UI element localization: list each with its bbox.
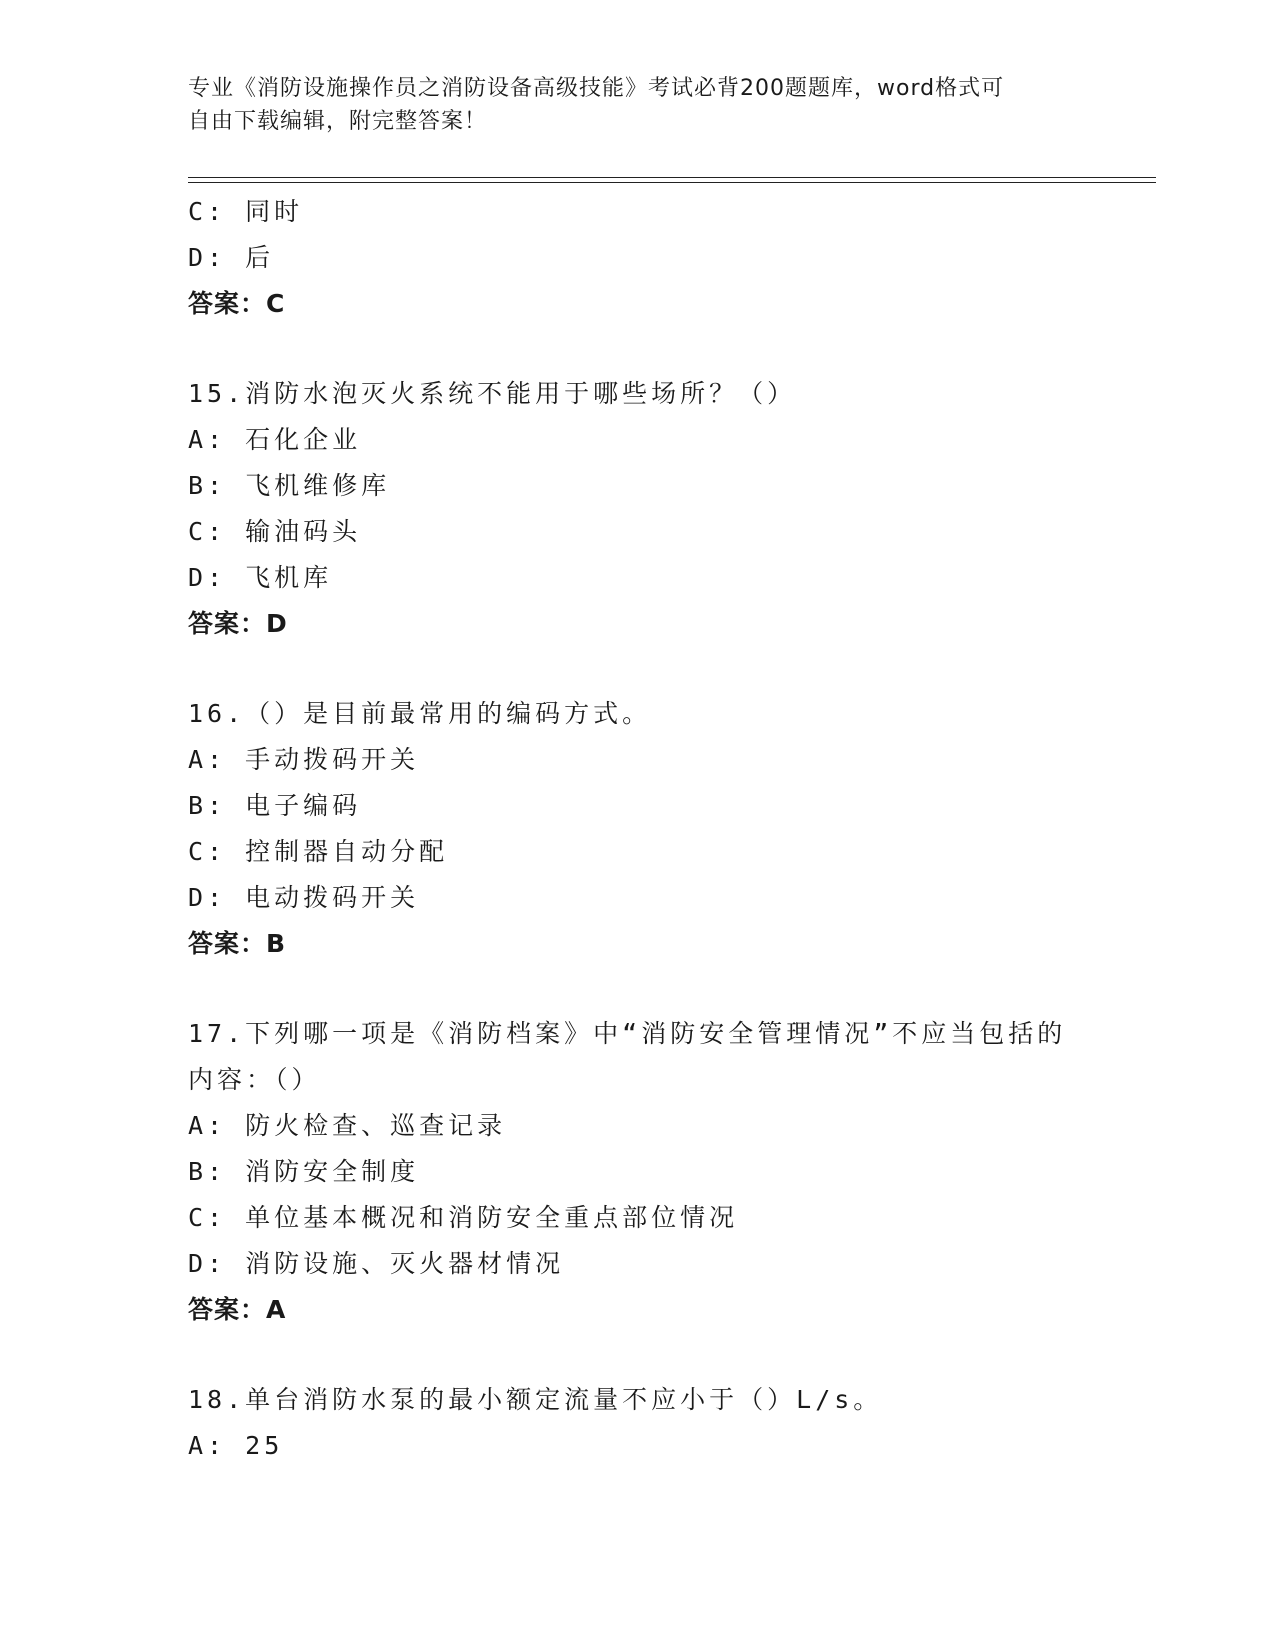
answer-value: C (266, 289, 286, 318)
option-d (188, 1241, 1088, 1287)
option-key: B: (188, 1157, 227, 1186)
header-divider-bottom (188, 182, 1156, 183)
option-text: 飞机维修库 (245, 471, 391, 500)
option-key: C: (188, 1203, 227, 1232)
question-18 (188, 1377, 1088, 1469)
document-header (188, 72, 1068, 138)
question-stem: 18.单台消防水泵的最小额定流量不应小于（）L/s。 (188, 1385, 883, 1414)
question-stem: 15.消防水泡灭火系统不能用于哪些场所？（） (188, 379, 797, 408)
option-d (188, 235, 1088, 281)
answer-line (188, 1287, 1088, 1333)
option-text: 防火检查、巡查记录 (245, 1111, 507, 1140)
option-key: A: (188, 425, 227, 454)
question-17 (188, 1011, 1088, 1333)
option-key: D: (188, 563, 227, 592)
option-key: D: (188, 883, 227, 912)
option-key: A: (188, 1111, 227, 1140)
question-14-tail (188, 189, 1088, 327)
option-key: C: (188, 517, 227, 546)
option-text: 消防安全制度 (245, 1157, 420, 1186)
option-c (188, 1195, 1088, 1241)
option-a (188, 1423, 1088, 1469)
header-line-2: 自由下载编辑，附完整答案！ (188, 109, 488, 134)
option-text: 单位基本概况和消防安全重点部位情况 (245, 1203, 739, 1232)
option-text: 消防设施、灭火器材情况 (245, 1249, 565, 1278)
answer-value: A (266, 1295, 287, 1324)
option-a (188, 737, 1088, 783)
option-b (188, 463, 1088, 509)
option-c (188, 829, 1088, 875)
option-text: 同时 (245, 197, 304, 226)
question-stem: 16.（）是目前最常用的编码方式。 (188, 699, 652, 728)
option-c (188, 189, 1088, 235)
header-line-1: 专业《消防设施操作员之消防设备高级技能》考试必背200题题库，word格式可 (188, 76, 1005, 101)
question-stem-line-1: 17.下列哪一项是《消防档案》中“消防安全管理情况”不应当包括的 (188, 1019, 1067, 1048)
header-divider-top (188, 177, 1156, 178)
option-key: A: (188, 1431, 227, 1460)
answer-value: B (266, 929, 287, 958)
option-text: 输油码头 (245, 517, 362, 546)
option-key: B: (188, 791, 227, 820)
question-stem-line-2: 内容：（） (188, 1065, 321, 1094)
option-b (188, 783, 1088, 829)
option-text: 手动拨码开关 (245, 745, 420, 774)
option-key: B: (188, 471, 227, 500)
answer-label: 答案： (188, 1295, 267, 1324)
option-text: 电子编码 (245, 791, 362, 820)
option-a (188, 417, 1088, 463)
option-text: 25 (245, 1431, 284, 1460)
option-text: 电动拨码开关 (245, 883, 420, 912)
option-key: A: (188, 745, 227, 774)
answer-label: 答案： (188, 609, 267, 638)
option-d (188, 875, 1088, 921)
question-list (188, 189, 1088, 1469)
option-a (188, 1103, 1088, 1149)
answer-line (188, 281, 1088, 327)
answer-line (188, 601, 1088, 647)
option-text: 控制器自动分配 (245, 837, 449, 866)
answer-value: D (266, 609, 288, 638)
option-key: D: (188, 243, 227, 272)
option-text: 石化企业 (245, 425, 362, 454)
answer-line (188, 921, 1088, 967)
option-text: 后 (245, 243, 275, 272)
option-key: D: (188, 1249, 227, 1278)
option-text: 飞机库 (245, 563, 333, 592)
option-key: C: (188, 837, 227, 866)
option-c (188, 509, 1088, 555)
answer-label: 答案： (188, 289, 267, 318)
question-16 (188, 691, 1088, 967)
option-b (188, 1149, 1088, 1195)
option-d (188, 555, 1088, 601)
question-15 (188, 371, 1088, 647)
answer-label: 答案： (188, 929, 267, 958)
option-key: C: (188, 197, 227, 226)
